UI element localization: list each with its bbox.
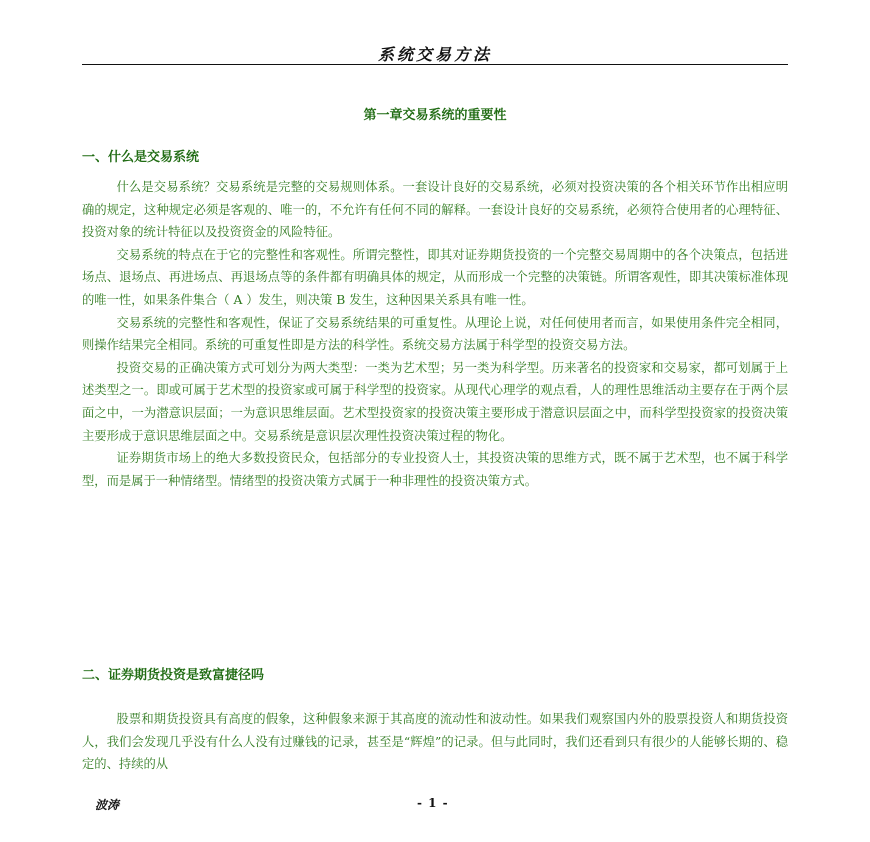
paragraph: 股票和期货投资具有高度的假象，这种假象来源于其高度的流动性和波动性。如果我们观察国内外的股票投资人和期货投资人，我们会发现几乎没有什么人没有过赚钱的记录，甚至是“辉煌”的记录。但与此同时，我们还看到只有很少的人能够长期的、稳定的、持续的从 [82, 712, 788, 772]
paragraph: 证券期货市场上的绝大多数投资民众，包括部分的专业投资人士，其投资决策的思维方式，既不属于艺术型，也不属于科学型，而是属于一种情绪型。情绪型的投资决策方式属于一种非理性的投资决策方式。 [82, 451, 788, 488]
paragraph: 交易系统的特点在于它的完整性和客观性。所谓完整性，即其对证券期货投资的一个完整交易周期中的各个决策点，包括进场点、退场点、再进场点、再退场点等的条件都有明确具体的规定，从而形成一个完整的决策链。所谓客观性，即其决策标准体现的唯一性，如果条件集合（ A ）发生，则决策 B 发生，这种因果关系具有唯一性。 [82, 247, 788, 307]
paragraph: 什么是交易系统？交易系统是完整的交易规则体系。一套设计良好的交易系统，必须对投资决策的各个相关环节作出相应明确的规定，这种规定必须是客观的、唯一的，不允许有任何不同的解释。一套设计良好的交易系统，必须符合使用者的心理特征、投资对象的统计特征以及投资资金的风险特征。 [82, 180, 788, 240]
section-heading-1: 一、什么是交易系统 [82, 150, 200, 165]
chapter-title: 第一章交易系统的重要性 [363, 108, 507, 123]
section-heading-2: 二、证券期货投资是致富捷径吗 [82, 668, 265, 683]
page-header-title: 系统交易方法 [377, 45, 492, 64]
paragraph: 交易系统的完整性和客观性，保证了交易系统结果的可重复性。从理论上说，对任何使用者而言，如果使用条件完全相同，则操作结果完全相同。系统的可重复性即是方法的科学性。系统交易方法属于科学型的投资交易方法。 [82, 315, 788, 353]
section-body-2 [82, 708, 788, 776]
page-number: - 1 - [417, 796, 449, 810]
header-divider [82, 64, 788, 65]
paragraph: 投资交易的正确决策方式可划分为两大类型：一类为艺术型；另一类为科学型。历来著名的投资家和交易家，都可划属于上述类型之一。即或可属于艺术型的投资家或可属于科学型的投资家。从现代心理学的观点看，人的理性思维活动主要存在于两个层面之中，一为潜意识层面；一为意识思维层面。艺术型投资家的投资决策主要形成于潜意识层面之中，而科学型投资家的投资决策主要形成于意识思维层面之中。交易系统是意识层次理性投资决策过程的物化。 [82, 360, 788, 443]
footer-author: 波涛 [95, 798, 120, 812]
section-body-1 [82, 176, 788, 492]
